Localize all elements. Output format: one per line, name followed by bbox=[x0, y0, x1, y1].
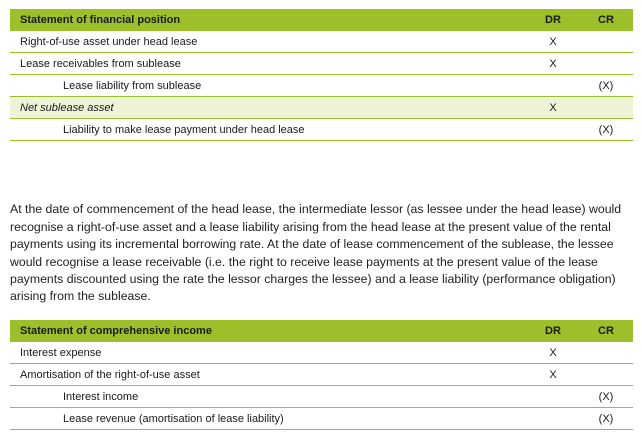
comprehensive-income-table bbox=[10, 320, 633, 430]
table-header bbox=[10, 9, 633, 31]
row-label: Lease receivables from sublease bbox=[20, 57, 181, 70]
row-label: Right-of-use asset under head lease bbox=[20, 35, 198, 48]
dr-value: X bbox=[549, 57, 557, 70]
table-row bbox=[10, 386, 633, 408]
table-row bbox=[10, 119, 633, 141]
cr-value: (X) bbox=[598, 79, 614, 92]
row-label: Lease revenue (amortisation of lease liability) bbox=[63, 412, 284, 425]
explanatory-paragraph: At the date of commencement of the head lease, the intermediate lessor (as lessee under the head lease) would recognise a right-of-use asset and a lease liability arising from the head lease at the present value of the rental payments using its incremental borrowing rate. At the date of lease commencement of the sublease, the lessee would recognise a lease receivable (i.e. the right to receive lease payments at the present value of the lease payments discounted using the rate the lessor charges the lessee) and a lease liability (performance obligation) arising from the sublease. bbox=[10, 202, 622, 304]
row-label: Net sublease asset bbox=[20, 101, 114, 114]
financial-position-table bbox=[10, 9, 633, 141]
table-header bbox=[10, 320, 633, 342]
cr-column-header: CR bbox=[598, 14, 614, 26]
row-label: Amortisation of the right-of-use asset bbox=[20, 368, 200, 381]
dr-value: X bbox=[549, 368, 557, 381]
table-row bbox=[10, 408, 633, 430]
row-label: Interest expense bbox=[20, 346, 102, 359]
row-label: Lease liability from sublease bbox=[63, 79, 202, 92]
table-title: Statement of comprehensive income bbox=[20, 325, 212, 337]
dr-column-header: DR bbox=[545, 14, 561, 26]
table-row bbox=[10, 31, 633, 53]
cr-column-header: CR bbox=[598, 325, 614, 337]
cr-value: (X) bbox=[598, 123, 614, 136]
row-label: Interest income bbox=[63, 390, 139, 403]
table-row bbox=[10, 342, 633, 364]
cr-value: (X) bbox=[598, 390, 614, 403]
dr-value: X bbox=[549, 35, 557, 48]
table-row bbox=[10, 75, 633, 97]
dr-value: X bbox=[549, 346, 557, 359]
dr-column-header: DR bbox=[545, 325, 561, 337]
table-row bbox=[10, 364, 633, 386]
cr-value: (X) bbox=[598, 412, 614, 425]
dr-value: X bbox=[549, 101, 557, 114]
table-row bbox=[10, 53, 633, 75]
table-title: Statement of financial position bbox=[20, 14, 181, 26]
row-label: Liability to make lease payment under head lease bbox=[63, 123, 305, 136]
table-row-subtotal bbox=[10, 97, 633, 119]
